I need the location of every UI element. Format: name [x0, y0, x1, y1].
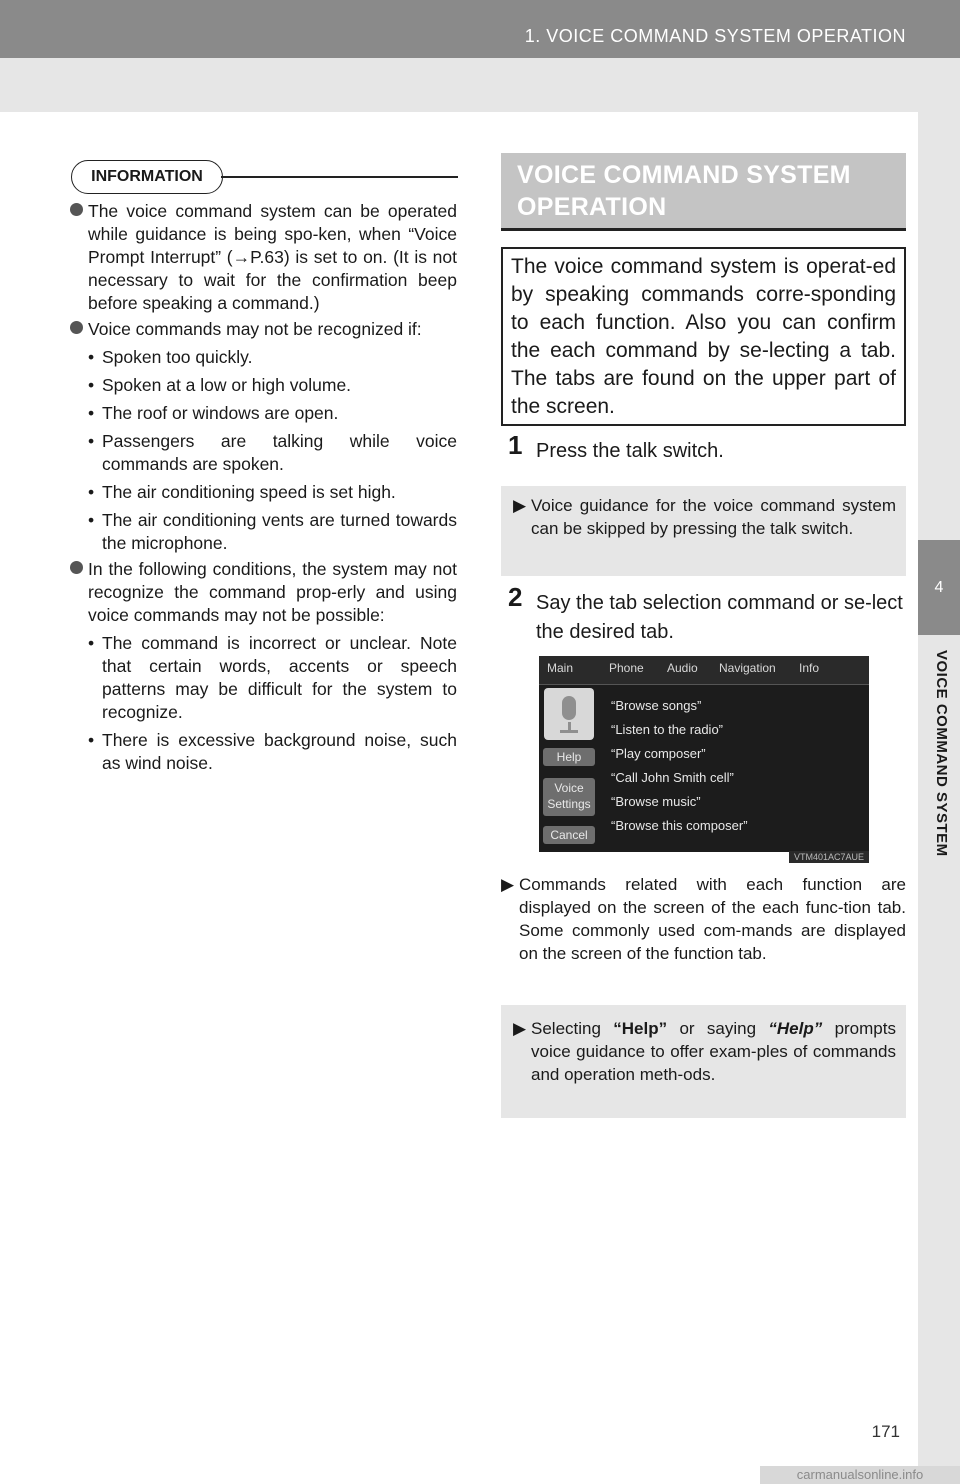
arrow-right-icon: ▶: [501, 875, 515, 894]
side-band-top: [918, 112, 960, 540]
info-sub-item: • The command is incorrect or unclear. Note that certain words, accents or speech patterns may be difficult for the system to recognize.: [88, 633, 457, 722]
info-sub-item: • There is excessive background noise, such as wind noise.: [88, 730, 457, 773]
note-commands-displayed: ▶ Commands related with each function are displayed on the screen of the each func-tion tab. Some commonly used com-mands are displayed on the screen of the function tab.: [501, 875, 906, 963]
note-help: ▶ Selecting “Help” or saying “Help” prompts voice guidance to offer exam-ples of commands and operation meth-ods.: [501, 1005, 906, 1118]
screen-tab-main: Main: [547, 661, 574, 675]
section-heading: VOICE COMMAND SYSTEM OPERATION: [501, 153, 906, 231]
screen-command: “Browse songs”: [611, 698, 702, 713]
screen-help-button: Help: [543, 748, 595, 766]
intro-box: The voice command system is operat-ed by speaking commands corre-sponding to each function. Also you can confirm the each command by se-lecting a tab. The tabs are found on the upper part of the screen.: [501, 247, 906, 426]
info-sub-item: • Spoken too quickly.: [88, 347, 253, 367]
bullet-dot-icon: [70, 203, 83, 216]
running-header: 1. VOICE COMMAND SYSTEM OPERATION: [524, 26, 906, 46]
info-sub-item: • The air conditioning vents are turned towards the microphone.: [88, 510, 457, 553]
screen-command: “Browse music”: [611, 794, 701, 809]
screen-tab-audio: Audio: [667, 661, 698, 675]
chapter-label: VOICE COMMAND SYSTEM: [933, 650, 950, 857]
note-skip-guidance: ▶ Voice guidance for the voice command system can be skipped by pressing the talk switch.: [501, 486, 906, 576]
screen-command: “Call John Smith cell”: [611, 770, 734, 785]
bullet-dot-icon: [70, 561, 83, 574]
watermark: carmanualsonline.info: [760, 1466, 960, 1484]
screen-tab-bar: [539, 656, 869, 685]
info-sub-item: • The roof or windows are open.: [88, 403, 339, 423]
screen-image-code: VTM401AC7AUE: [789, 851, 869, 863]
bullet-dot-icon: [70, 321, 83, 334]
info-bullet: In the following conditions, the system may not recognize the command prop-erly and using voice commands may not be possible:: [70, 558, 457, 627]
information-badge: INFORMATION: [71, 160, 223, 194]
arrow-right-icon: ▶: [513, 1019, 527, 1038]
info-bullet: The voice command system can be operated while guidance is being spo-ken, when “Voice Prompt Interrupt” (→P.63) is set to on. (It is not necessary to wait for the confirmation beep before speaking a command.): [70, 200, 457, 315]
screen-voice-settings-button: Voice Settings: [543, 778, 595, 816]
step-1: 1 Press the talk switch.: [508, 430, 724, 462]
chapter-tab: 4: [918, 540, 960, 635]
information-list: [70, 197, 457, 775]
screen-command: “Browse this composer”: [611, 818, 748, 833]
arrow-right-icon: ▶: [513, 496, 527, 515]
step-2: 2 Say the tab selection command or se-lect the desired tab.: [508, 582, 903, 643]
screen-cancel-button: Cancel: [543, 826, 595, 844]
screen-tab-navigation: Navigation: [719, 661, 776, 675]
microphone-icon: [544, 688, 594, 740]
screen-tab-info: Info: [799, 661, 820, 675]
screen-command: “Play composer”: [611, 746, 706, 761]
screen-tab-phone: Phone: [609, 661, 644, 675]
voice-command-screen: [539, 656, 869, 852]
info-sub-item: • Spoken at a low or high volume.: [88, 375, 352, 395]
page-number: 171: [871, 1422, 900, 1441]
info-sub-item: • The air conditioning speed is set high.: [88, 482, 396, 502]
info-sub-item: • Passengers are talking while voice commands are spoken.: [88, 431, 457, 474]
screen-command: “Listen to the radio”: [611, 722, 724, 737]
information-rule: [221, 176, 458, 178]
info-bullet: Voice commands may not be recognized if:: [70, 318, 457, 341]
